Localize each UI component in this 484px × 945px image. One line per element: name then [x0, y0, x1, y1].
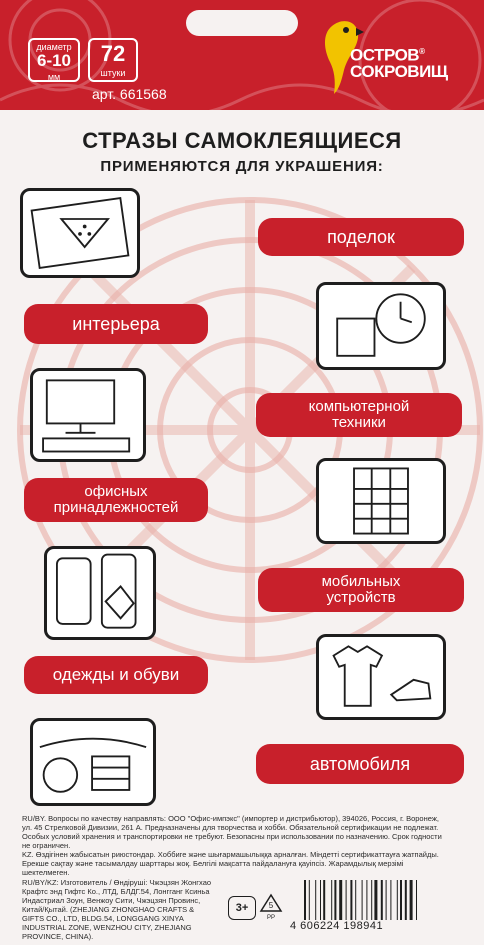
- use-label-car: автомобиля: [309, 753, 411, 774]
- use-label-crafts: поделок: [327, 226, 395, 247]
- use-pill-car: [256, 744, 464, 784]
- office-picture: [316, 458, 446, 544]
- barcode-bar: [371, 880, 372, 920]
- quantity-value: 72: [100, 41, 126, 66]
- barcode-bar: [410, 880, 413, 920]
- fine-print-maker: RU/BY/KZ: Изготовитель / Өндіруші: Чжэцзян Жонгхао Крафтс энд Гифтс Ко., ЛТД, БЛДГ.54, Лонгганг Ксиньа Индастриал Зоун, Венжоу Сити, Чжэцзян Провинс, Китай/Қытай. (ZHEJIANG ZHONGHAO CRAFTS & GIFTS CO., LTD, BLDG.54, LONGGANG XINYA INDUSTRIAL ZONE, WENZHOU CITY, ZHEJIANG PROVINCE, CHINA).: [22, 878, 212, 941]
- barcode-bar: [397, 880, 398, 920]
- quantity-unit: штуки: [100, 68, 126, 78]
- brand-mark: ®: [419, 47, 425, 56]
- barcode-bar: [416, 880, 417, 920]
- barcode-bar: [362, 880, 363, 920]
- hang-hole: [186, 10, 298, 36]
- diameter-value: 6-10: [36, 51, 72, 70]
- mobile-picture: [44, 546, 156, 640]
- recycle-icon: [258, 892, 284, 920]
- barcode-bar: [386, 880, 387, 920]
- use-label-mobile-1: мобильных: [321, 573, 401, 590]
- brand-name: [350, 44, 448, 80]
- barcode-bar: [405, 880, 407, 920]
- recycle-label: PP: [266, 915, 276, 920]
- barcode-bar: [331, 880, 332, 920]
- crafts-picture: [20, 188, 140, 278]
- interior-picture: [316, 282, 446, 370]
- use-label-office-1: офисных: [84, 483, 148, 500]
- use-label-office-2: принадлежностей: [53, 499, 179, 516]
- use-label-interior: интерьера: [72, 313, 160, 334]
- use-label-mobile-2: устройств: [326, 589, 396, 606]
- barcode-bar: [350, 880, 352, 920]
- brand-line2: СОКРОВИЩ: [350, 61, 448, 81]
- use-pill-clothes: [24, 656, 208, 694]
- barcode-bar: [355, 880, 356, 920]
- product-subtitle: ПРИМЕНЯЮТСЯ ДЛЯ УКРАШЕНИЯ:: [100, 158, 384, 175]
- fine-print-ru: RU/BY. Вопросы по качеству направлять: ООО "Офис-импэкс" (импортер и дистрибьютор), 394026, Россия, г. Воронеж, ул. 45 Стрелковой Дивизии, 261 А. Предназначены для творчества и хобби. Обязательной сертификации не подлежат. Особых условий хранения и транспортировки не требуют. Безопасны при использовании по назначению. Срок годности не ограничен.: [22, 814, 442, 850]
- use-label-clothes: одежды и обуви: [52, 665, 180, 684]
- barcode-bar: [334, 880, 336, 920]
- barcode-bar: [309, 880, 310, 920]
- age-mark: 3+: [228, 896, 256, 920]
- barcode-bar: [339, 880, 342, 920]
- use-label-computer-1: компьютерной: [308, 398, 410, 415]
- car-picture: [30, 718, 156, 806]
- barcode-bar: [323, 880, 325, 920]
- barcode-bar: [304, 880, 306, 920]
- barcode-bar: [320, 880, 321, 920]
- barcode-bar: [346, 880, 347, 920]
- use-pill-office: [24, 478, 208, 522]
- use-label-computer-2: техники: [332, 414, 386, 431]
- product-title: СТРАЗЫ САМОКЛЕЯЩИЕСЯ: [82, 128, 402, 153]
- recycle-code: 5: [268, 901, 274, 910]
- quantity-badge: [88, 38, 138, 82]
- barcode-bar: [374, 880, 377, 920]
- barcode-number: 4 606224 198941: [290, 920, 384, 932]
- use-pill-computer: [256, 393, 462, 437]
- diameter-label: диаметр: [36, 42, 72, 52]
- diameter-unit: мм: [47, 72, 61, 82]
- sku-label: арт. 661568: [92, 86, 167, 102]
- use-pill-mobile: [258, 568, 464, 612]
- clothes-picture: [316, 634, 446, 720]
- barcode-bar: [366, 880, 367, 920]
- barcode-bar: [315, 880, 316, 920]
- barcode-icon: [300, 878, 468, 922]
- use-pill-interior: [24, 304, 208, 344]
- use-pill-crafts: [258, 218, 464, 256]
- barcode-bar: [390, 880, 391, 920]
- brand-line1: ОСТРОВ: [350, 45, 420, 65]
- barcode-bar: [400, 880, 402, 920]
- computer-picture: [30, 368, 146, 462]
- diameter-badge: [28, 38, 80, 82]
- barcode-bar: [381, 880, 383, 920]
- fine-print-kz: KZ. Өздігінен жабысатын риюстондар. Хоббиге және шығармашылыққа арналған. Міндетті сертификаттауға жатпайды. Ерекше сақтау және тасымалдау шарттары жоқ. Белгілі мақсатта пайдалануға қауіпсіз. Жарамдылық мерзімі шектелмеген.: [22, 850, 439, 877]
